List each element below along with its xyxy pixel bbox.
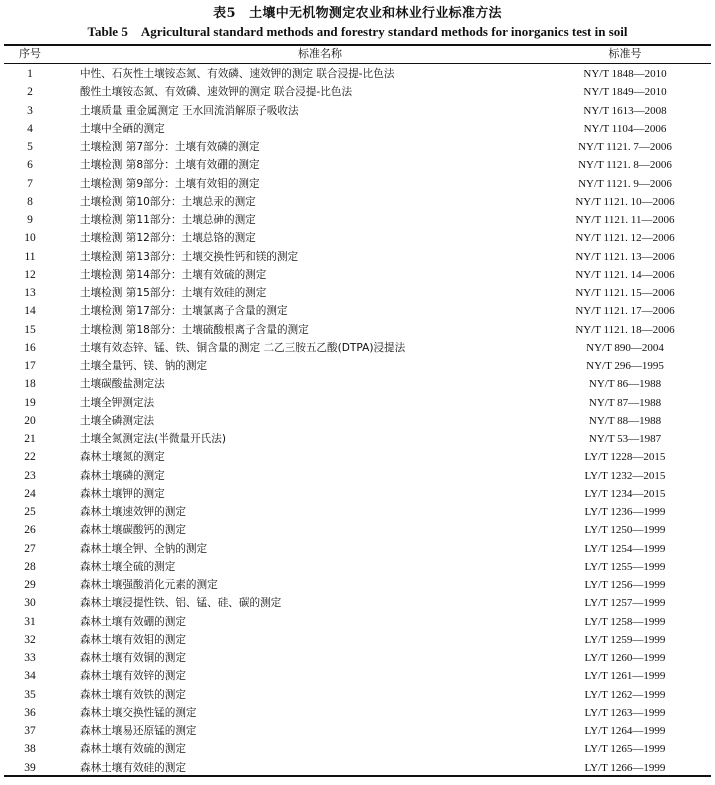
row-standard-code: LY/T 1234—2015 xyxy=(584,487,666,500)
table-row xyxy=(0,613,715,631)
row-serial-number: 39 xyxy=(24,761,36,774)
row-standard-code: NY/T 1613—2008 xyxy=(583,104,667,117)
row-standard-code: NY/T 1121. 10—2006 xyxy=(575,195,675,208)
row-serial-number: 8 xyxy=(27,195,33,208)
row-standard-name: 土壤检测 第11部分：土壤总砷的测定 xyxy=(80,214,256,226)
row-serial-number: 9 xyxy=(27,214,33,226)
row-standard-code: LY/T 1260—1999 xyxy=(584,652,666,664)
row-standard-name: 森林土壤有效钼的测定 xyxy=(80,633,186,646)
table-row xyxy=(0,302,715,320)
row-serial-number: 37 xyxy=(24,725,36,737)
row-standard-code: NY/T 1121. 7—2006 xyxy=(578,141,672,153)
row-standard-name: 土壤检测 第15部分：土壤有效硅的测定 xyxy=(80,287,267,299)
row-standard-code: LY/T 1263—1999 xyxy=(584,706,666,719)
table-bottom-rule xyxy=(4,775,711,777)
row-standard-name: 森林土壤有效锌的测定 xyxy=(80,670,186,683)
row-standard-code: LY/T 1258—1999 xyxy=(584,615,666,628)
row-standard-name: 土壤检测 第8部分：土壤有效硼的测定 xyxy=(80,159,260,172)
table-row xyxy=(0,430,715,448)
table-row xyxy=(0,229,715,247)
row-standard-code: LY/T 1266—1999 xyxy=(584,761,666,774)
row-standard-name: 中性、石灰性土壤铵态氮、有效磷、速效钾的测定 联合浸提-比色法 xyxy=(80,68,395,80)
row-standard-code: NY/T 1121. 8—2006 xyxy=(578,159,672,172)
table-header-row xyxy=(0,46,715,62)
table-row xyxy=(0,211,715,229)
row-serial-number: 3 xyxy=(27,104,33,117)
row-standard-name: 森林土壤易还原锰的测定 xyxy=(80,725,197,737)
row-serial-number: 36 xyxy=(24,706,36,719)
row-standard-code: LY/T 1257—1999 xyxy=(584,597,666,610)
table-row xyxy=(0,467,715,485)
table-title-english: Table 5 Agricultural standard methods and forestry standard methods for inorganics test in soil xyxy=(87,24,628,39)
row-standard-name: 土壤全钾测定法 xyxy=(80,396,155,409)
row-standard-name: 森林土壤交换性锰的测定 xyxy=(80,706,197,719)
row-standard-name: 土壤检测 第7部分：土壤有效磷的测定 xyxy=(80,141,260,153)
row-serial-number: 28 xyxy=(24,560,36,573)
table-row xyxy=(0,102,715,120)
row-serial-number: 4 xyxy=(27,122,33,135)
row-standard-code: LY/T 1250—1999 xyxy=(584,524,666,537)
row-serial-number: 7 xyxy=(27,177,33,190)
row-standard-name: 土壤中全硒的测定 xyxy=(80,122,165,135)
row-serial-number: 22 xyxy=(24,451,36,464)
table-header-rule xyxy=(4,63,711,64)
table-row xyxy=(0,740,715,758)
row-serial-number: 14 xyxy=(24,305,36,318)
row-standard-name: 土壤质量 重金属测定 王水回流消解原子吸收法 xyxy=(80,104,299,117)
row-standard-code: LY/T 1256—1999 xyxy=(584,579,666,591)
row-serial-number: 38 xyxy=(24,743,36,756)
row-standard-name: 森林土壤有效铁的测定 xyxy=(80,688,186,701)
row-standard-name: 土壤有效态锌、锰、铁、铜含量的测定 二乙三胺五乙酸(DTPA)浸提法 xyxy=(80,341,406,354)
row-standard-code: LY/T 1265—1999 xyxy=(584,743,666,756)
row-standard-code: NY/T 1121. 13—2006 xyxy=(575,250,675,263)
header-serial-number: 序号 xyxy=(19,47,41,60)
row-serial-number: 29 xyxy=(24,579,36,591)
table-row xyxy=(0,375,715,393)
table-row xyxy=(0,412,715,430)
row-serial-number: 11 xyxy=(24,250,36,263)
table-title-chinese: 表5 土壤中无机物测定农业和林业行业标准方法 xyxy=(213,6,502,21)
row-standard-code: NY/T 1104—2006 xyxy=(583,122,667,135)
row-standard-code: LY/T 1262—1999 xyxy=(584,688,666,701)
row-serial-number: 24 xyxy=(24,487,36,500)
table-row xyxy=(0,357,715,375)
row-serial-number: 6 xyxy=(27,159,33,172)
table-row xyxy=(0,284,715,302)
row-serial-number: 17 xyxy=(24,360,36,372)
table-row xyxy=(0,594,715,612)
row-standard-name: 土壤检测 第18部分：土壤硫酸根离子含量的测定 xyxy=(80,323,309,336)
row-standard-code: NY/T 1121. 17—2006 xyxy=(575,305,675,318)
row-serial-number: 26 xyxy=(24,524,36,537)
table-row xyxy=(0,485,715,503)
row-standard-code: LY/T 1264—1999 xyxy=(584,725,666,737)
table-row xyxy=(0,576,715,594)
row-standard-code: LY/T 1228—2015 xyxy=(584,451,666,464)
table-row xyxy=(0,248,715,266)
table-row xyxy=(0,722,715,740)
row-serial-number: 5 xyxy=(27,141,33,153)
row-standard-code: LY/T 1259—1999 xyxy=(584,633,666,646)
row-standard-code: NY/T 890—2004 xyxy=(586,341,664,354)
row-standard-name: 土壤全磷测定法 xyxy=(80,414,155,427)
row-serial-number: 13 xyxy=(24,287,36,299)
row-standard-name: 森林土壤有效硅的测定 xyxy=(80,761,186,774)
row-standard-code: NY/T 1848—2010 xyxy=(583,68,667,80)
row-standard-code: LY/T 1254—1999 xyxy=(584,542,666,555)
row-standard-code: LY/T 1255—1999 xyxy=(584,560,666,573)
header-standard-name: 标准名称 xyxy=(298,47,342,60)
row-serial-number: 12 xyxy=(24,268,36,281)
row-standard-code: NY/T 1121. 9—2006 xyxy=(578,177,672,190)
table-row xyxy=(0,138,715,156)
row-standard-code: NY/T 1121. 15—2006 xyxy=(575,287,675,299)
table-row xyxy=(0,175,715,193)
row-serial-number: 1 xyxy=(27,68,33,80)
row-standard-code: NY/T 1121. 12—2006 xyxy=(575,232,675,245)
table-row xyxy=(0,339,715,357)
table-row xyxy=(0,759,715,777)
row-standard-name: 土壤全氮测定法(半微量开氏法) xyxy=(80,433,226,445)
row-standard-name: 森林土壤强酸消化元素的测定 xyxy=(80,579,218,591)
row-standard-name: 土壤检测 第13部分：土壤交换性钙和镁的测定 xyxy=(80,250,299,263)
table-row xyxy=(0,521,715,539)
row-serial-number: 31 xyxy=(24,615,36,628)
row-standard-code: NY/T 53—1987 xyxy=(588,433,662,445)
row-standard-name: 森林土壤速效钾的测定 xyxy=(80,506,186,518)
row-standard-code: LY/T 1232—2015 xyxy=(584,469,666,482)
row-serial-number: 34 xyxy=(24,670,36,683)
row-serial-number: 15 xyxy=(24,323,36,336)
row-serial-number: 25 xyxy=(24,506,36,518)
table-row xyxy=(0,156,715,174)
table-row xyxy=(0,65,715,83)
row-serial-number: 20 xyxy=(24,414,36,427)
row-standard-code: NY/T 1121. 14—2006 xyxy=(575,268,675,281)
row-standard-name: 森林土壤有效硼的测定 xyxy=(80,615,186,628)
table-row xyxy=(0,631,715,649)
row-serial-number: 18 xyxy=(24,378,36,391)
row-serial-number: 10 xyxy=(24,232,36,245)
table-row xyxy=(0,540,715,558)
row-serial-number: 19 xyxy=(24,396,36,409)
row-serial-number: 30 xyxy=(24,597,36,610)
row-standard-name: 土壤检测 第14部分：土壤有效硫的测定 xyxy=(80,268,267,281)
row-standard-name: 土壤碳酸盐测定法 xyxy=(80,378,165,391)
row-standard-code: NY/T 1121. 18—2006 xyxy=(575,323,675,336)
row-standard-name: 森林土壤磷的测定 xyxy=(80,469,165,482)
table-row xyxy=(0,558,715,576)
row-serial-number: 35 xyxy=(24,688,36,701)
table-row xyxy=(0,503,715,521)
table-row xyxy=(0,704,715,722)
row-serial-number: 32 xyxy=(24,633,36,646)
row-standard-name: 森林土壤氮的测定 xyxy=(80,451,165,464)
row-standard-code: LY/T 1236—1999 xyxy=(584,506,666,518)
row-standard-name: 土壤检测 第10部分：土壤总汞的测定 xyxy=(80,195,256,208)
row-standard-name: 土壤检测 第17部分：土壤氯离子含量的测定 xyxy=(80,305,288,318)
table-row xyxy=(0,193,715,211)
table-row xyxy=(0,448,715,466)
row-serial-number: 23 xyxy=(24,469,36,482)
row-standard-name: 森林土壤碳酸钙的测定 xyxy=(80,524,186,537)
row-standard-code: NY/T 88—1988 xyxy=(588,414,662,427)
row-standard-name: 森林土壤有效硫的测定 xyxy=(80,743,186,756)
row-standard-code: NY/T 86—1988 xyxy=(588,378,662,391)
row-standard-code: LY/T 1261—1999 xyxy=(584,670,666,683)
table-row xyxy=(0,394,715,412)
table-row xyxy=(0,649,715,667)
row-standard-name: 土壤检测 第12部分：土壤总铬的测定 xyxy=(80,232,256,245)
row-standard-name: 土壤检测 第9部分：土壤有效钼的测定 xyxy=(80,177,260,190)
row-standard-code: NY/T 1121. 11—2006 xyxy=(575,214,675,226)
row-standard-code: NY/T 1849—2010 xyxy=(583,86,667,99)
row-standard-name: 森林土壤全硫的测定 xyxy=(80,560,176,573)
row-standard-name: 酸性土壤铵态氮、有效磷、速效钾的测定 联合浸提-比色法 xyxy=(80,86,353,99)
row-serial-number: 33 xyxy=(24,652,36,664)
header-standard-code: 标准号 xyxy=(608,47,642,60)
table-row xyxy=(0,83,715,101)
row-standard-name: 森林土壤有效铜的测定 xyxy=(80,652,186,664)
row-serial-number: 21 xyxy=(24,433,36,445)
table-row xyxy=(0,667,715,685)
table-row xyxy=(0,321,715,339)
table-row xyxy=(0,120,715,138)
row-serial-number: 2 xyxy=(27,86,33,99)
row-standard-code: NY/T 87—1988 xyxy=(588,396,662,409)
row-standard-name: 森林土壤钾的测定 xyxy=(80,487,165,500)
row-serial-number: 27 xyxy=(24,542,36,555)
table-row xyxy=(0,686,715,704)
table-row xyxy=(0,266,715,284)
table-body xyxy=(0,65,715,777)
row-serial-number: 16 xyxy=(24,341,36,354)
row-standard-name: 森林土壤全钾、全钠的测定 xyxy=(80,542,208,555)
row-standard-name: 土壤全量钙、镁、钠的测定 xyxy=(80,360,208,372)
row-standard-name: 森林土壤浸提性铁、铝、锰、硅、碳的测定 xyxy=(80,597,282,610)
row-standard-code: NY/T 296—1995 xyxy=(586,360,664,372)
